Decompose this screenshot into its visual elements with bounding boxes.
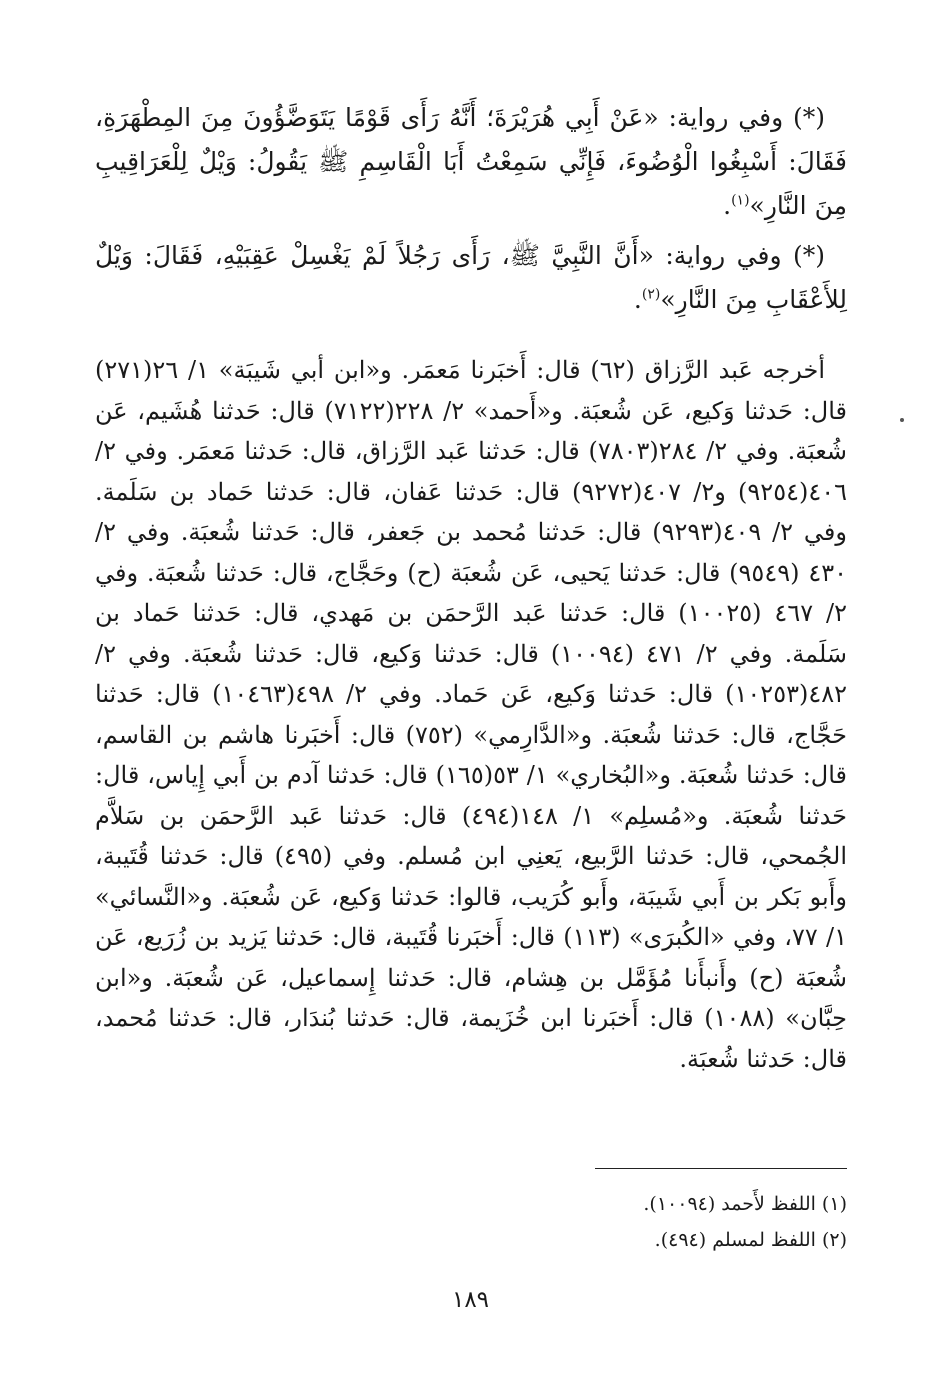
footnote-ref-1: (١)	[731, 192, 750, 209]
footnote-1: (١) اللفظ لأَحمد (١٠٠٩٤).	[643, 1193, 847, 1215]
hadith-variant-2: (*) وفي رواية: «أَنَّ النَّبِيَّ ﷺ، رَأَى رَجُلاً لَمْ يَغْسِلْ عَقِبَيْهِ، فَقَالَ: وَيْلٌ لِلأَعْقَابِ مِنَ النَّارِ»$^{(٢)}$.	[95, 241, 847, 314]
page-number: ١٨٩	[451, 1287, 490, 1313]
hadith-variant-1: (*) وفي رواية: «عَنْ أَبِي هُرَيْرَةَ؛ أَنَّهُ رَأَى قَوْمًا يَتَوَضَّؤُونَ مِنَ المِطْهَرَةِ، فَقَالَ: أَسْبِغُوا الْوُضُوءَ، فَإِنِّي سَمِعْتُ أَبَا الْقَاسِمِ ﷺ يَقُولُ: وَيْلٌ لِلْعَرَاقِيبِ مِنَ النَّارِ»$^{(١)}$.	[95, 103, 847, 220]
hadith-variants	[95, 96, 847, 328]
takhrij-section	[95, 350, 847, 1079]
footnote-separator	[595, 1168, 847, 1169]
footnote-2: (٢) اللفظ لمسلم (٤٩٤).	[654, 1229, 847, 1251]
takhrij-paragraph: أخرجه عَبد الرَّزاق (٦٢) قال: أَخبَرنا مَعمَر. و«ابن أبي شَيبَة» ١/ ٢٦(٢٧١) قال: حَدثنا وَكيع، عَن شُعبَة. و«أَحمد» ٢/ ٢٢٨(٧١٢٢) قال: حَدثنا هُشَيم، عَن شُعبَة. وفي ٢/ ٢٨٤(٧٨٠٣) قال: حَدثنا عَبد الرَّزاق، قال: حَدثنا مَعمَر. وفي ٢/ ٤٠٦(٩٢٥٤) و٢/ ٤٠٧(٩٢٧٢) قال: حَدثنا عَفان، قال: حَدثنا حَماد بن سَلَمة. وفي ٢/ ٤٠٩(٩٢٩٣) قال: حَدثنا مُحمد بن جَعفر، قال: حَدثنا شُعبَة. وفي ٢/ ٤٣٠ (٩٥٤٩) قال: حَدثنا يَحيى، عَن شُعبَة (ح) وحَجَّاج، قال: حَدثنا شُعبَة. وفي ٢/ ٤٦٧ (١٠٠٢٥) قال: حَدثنا عَبد الرَّحمَن بن مَهدي، قال: حَدثنا حَماد بن سَلَمة. وفي ٢/ ٤٧١ (١٠٠٩٤) قال: حَدثنا وَكيع، قال: حَدثنا شُعبَة. وفي ٢/ ٤٨٢(١٠٢٥٣) قال: حَدثنا وَكيع، عَن حَماد. وفي ٢/ ٤٩٨(١٠٤٦٣) قال: حَدثنا حَجَّاج، قال: حَدثنا شُعبَة. و«الدَّارِمي» (٧٥٢) قال: أَخبَرنا هاشم بن القاسم، قال: حَدثنا شُعبَة. و«البُخاري» ١/ ٥٣(١٦٥) قال: حَدثنا آدم بن أَبي إِياس، قال: حَدثنا شُعبَة. و«مُسلِم» ١/ ١٤٨(٤٩٤) قال: حَدثنا عَبد الرَّحمَن بن سَلاَّم الجُمحي، قال: حَدثنا الرَّبيع، يَعنِي ابن مُسلم. وفي (٤٩٥) قال: حَدثنا قُتَيبة، وأَبو بَكر بن أَبي شَيبَة، وأَبو كُرَيب، قالوا: حَدثنا وَكيع، عَن شُعبَة. و«النَّسائي» ١/ ٧٧، وفي «الكُبرَى» (١١٣) قال: أَخبَرنا قُتَيبة، قال: حَدثنا يَزيد بن زُرَيع، عَن شُعبَة (ح) وأَنبأَنا مُؤَمَّل بن هِشام، قال: حَدثنا إِسماعيل، عَن شُعبَة. و«ابن حِبَّان» (١٠٨٨) قال: أَخبَرنا ابن خُزَيمة، قال: حَدثنا بُندَار، قال: حَدثنا مُحمد، قال: حَدثنا شُعبَة.	[95, 356, 848, 1073]
footnote-ref-2: (٢)	[641, 286, 661, 303]
footnotes	[95, 1186, 847, 1258]
speck-mark	[900, 418, 904, 422]
